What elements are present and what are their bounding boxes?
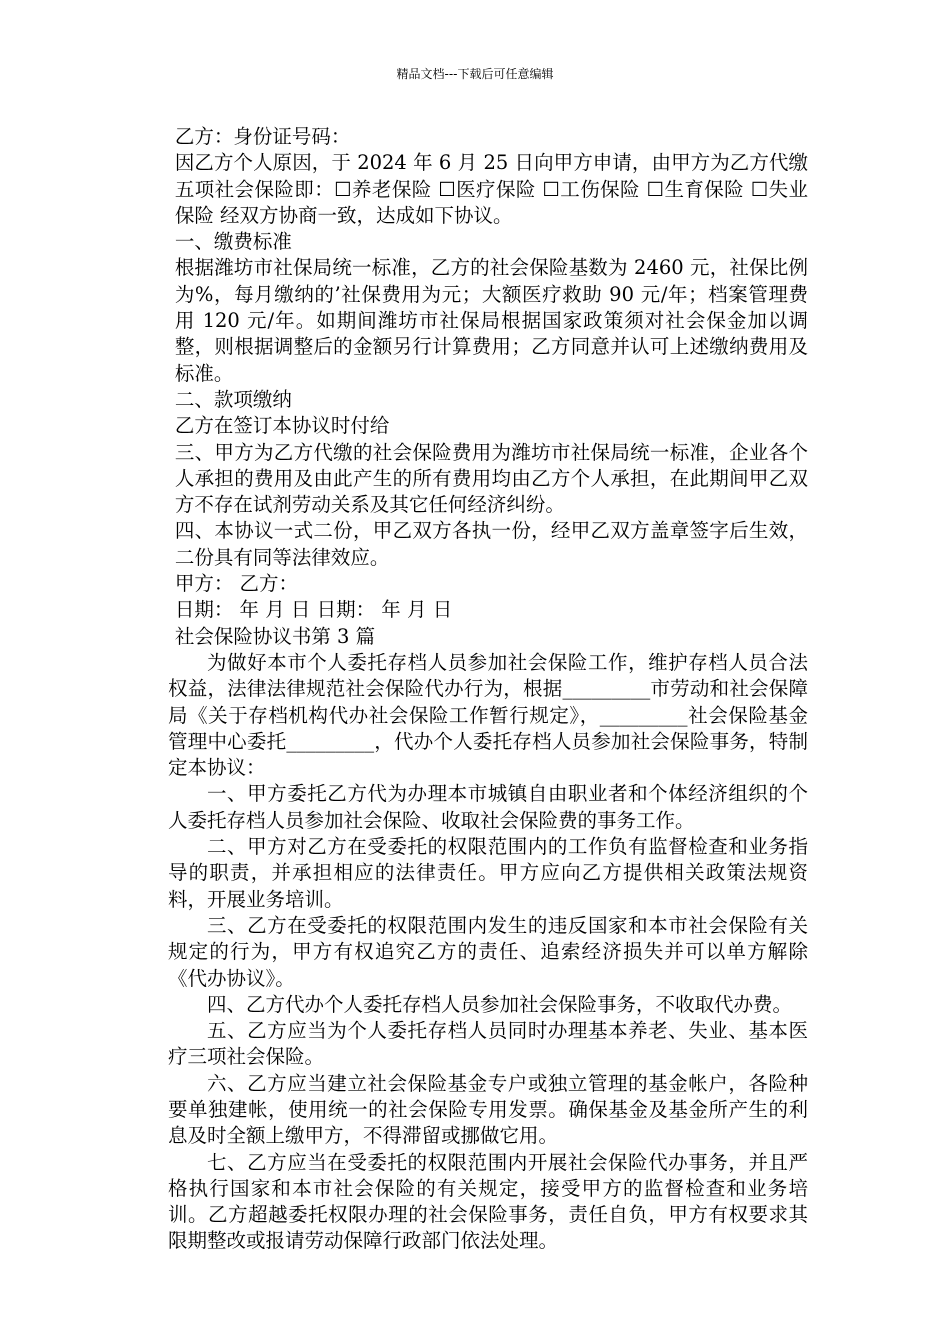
payment-paragraph: 乙方在签订本协议时付给 — [174, 414, 390, 438]
document-body — [168, 124, 808, 1255]
article-clause-5: 五、乙方应当为个人委托存档人员同时办理基本养老、失业、基本医疗三项社会保险。 — [168, 1019, 808, 1069]
article-clause-6: 六、乙方应当建立社会保险基金专户或独立管理的基金帐户，各险种要单独建帐，使用统一的社会保险专用发票。确保基金及基金所产生的利息及时全额上缴甲方，不得滞留或挪做它用。 — [168, 1071, 808, 1148]
article-clause-1: 一、甲方委托乙方代为办理本市城镇自由职业者和个体经济组织的个人委托存档人员参加社会保险、收取社会保险费的事务工作。 — [168, 782, 808, 832]
article-clause-2: 二、甲方对乙方在受委托的权限范围内的工作负有监督检查和业务指导的职责，并承担相应的法律责任。甲方应向乙方提供相关政策法规资料，开展业务培训。 — [168, 835, 808, 911]
section-heading-payment: 二、款项缴纳 — [174, 387, 292, 411]
agreement-preamble: 为做好本市个人委托存档人员参加社会保险工作，维护存档人员合法权益，法律法律规范社会保险代办行为，根据_________市劳动和社会保障局《关于存档机构代办社会保险工作暂行规定》，_________社会保险基金管理中心委托_________，代办个人委托存档人员参加社会保险事务，特制定本协议： — [168, 650, 808, 780]
article-clause-7: 七、乙方应当在受委托的权限范围内开展社会保险代办事务，并且严格执行国家和本市社会保险的有关规定，接受甲方的监督检查和业务培训。乙方超越委托权限办理的社会保险事务，责任自负，甲方有权要求其限期整改或报请劳动保障行政部门依法处理。 — [168, 1150, 808, 1253]
date-line: 日期： 年 月 日 日期： 年 月 日 — [174, 598, 453, 622]
clause-four-paragraph: 四、本协议一式二份，甲乙双方各执一份，经甲乙双方盖章签字后生效，二份具有同等法律效应。 — [174, 519, 808, 569]
signature-line: 甲方： 乙方： — [174, 572, 299, 596]
page-header: 精品文档---下载后可任意编辑 — [396, 67, 554, 81]
article-title: 社会保险协议书第 3 篇 — [174, 624, 376, 648]
party-b-id-line: 乙方：身份证号码： — [174, 125, 351, 148]
intro-paragraph: 因乙方个人原因，于 2024 年 6 月 25 日向甲方申请，由甲方为乙方代缴五项社会保险即：☐养老保险 ☐医疗保险 ☐工伤保险 ☐生育保险 ☐失业保险 经双方协商一致，达成如下协议。 — [174, 151, 808, 227]
fee-standard-paragraph: 根据潍坊市社保局统一标准，乙方的社会保险基数为 2460 元，社保比例为%，每月缴纳的’社保费用为元；大额医疗救助 90 元/年；档案管理费用 120 元/年。如期间潍坊市社保局根据国家政策须对社会保金加以调整，则根据调整后的金额另行计算费用；乙方同意并认可上述缴纳费用及标准。 — [174, 256, 808, 385]
section-heading-fee-standard: 一、缴费标准 — [174, 230, 292, 254]
article-clause-4: 四、乙方代办个人委托存档人员参加社会保险事务，不收取代办费。 — [207, 992, 793, 1016]
clause-three-paragraph: 三、甲方为乙方代缴的社会保险费用为潍坊市社保局统一标准，企业各个人承担的费用及由此产生的所有费用均由乙方个人承担，在此期间甲乙双方不存在试剂劳动关系及其它任何经济纠纷。 — [174, 440, 808, 517]
article-clause-3: 三、乙方在受委托的权限范围内发生的违反国家和本市社会保险有关规定的行为，甲方有权追究乙方的责任、追索经济损失并可以单方解除《代办协议》。 — [168, 913, 808, 990]
